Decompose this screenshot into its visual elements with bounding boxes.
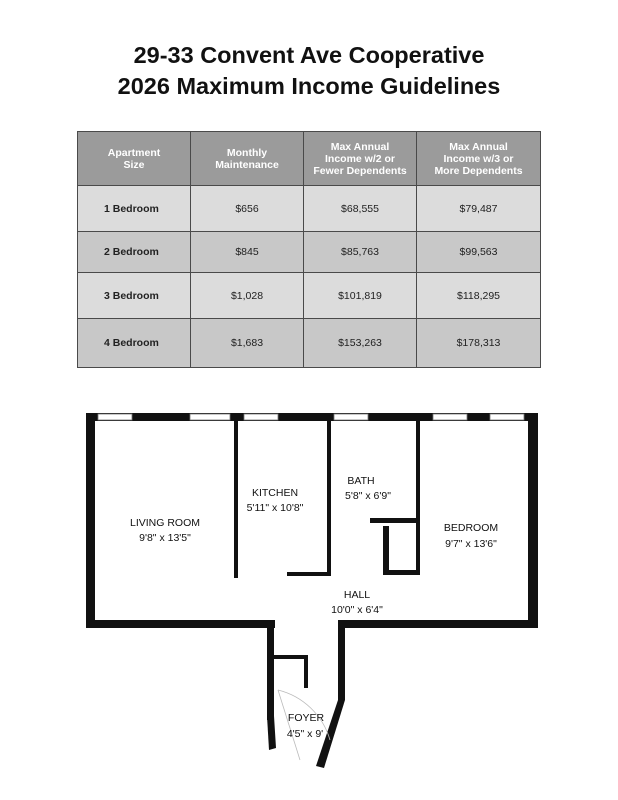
header-monthly-maintenance: Monthly Maintenance <box>191 132 304 186</box>
cell-income-fewer: $68,555 <box>304 186 417 232</box>
cell-maintenance: $1,683 <box>191 319 304 368</box>
cell-income-more: $178,313 <box>417 319 541 368</box>
income-guidelines-table <box>77 131 541 368</box>
cell-apartment-size: 2 Bedroom <box>78 232 191 273</box>
page-title <box>0 40 618 102</box>
header-income-fewer-dependents: Max Annual Income w/2 or Fewer Dependents <box>304 132 417 186</box>
cell-income-fewer: $153,263 <box>304 319 417 368</box>
table-header-row <box>78 132 541 186</box>
table-row <box>78 186 541 232</box>
table-row <box>78 232 541 273</box>
table-row <box>78 273 541 319</box>
foyer-name: FOYER <box>287 712 325 724</box>
cell-income-more: $99,563 <box>417 232 541 273</box>
cell-income-more: $79,487 <box>417 186 541 232</box>
cell-apartment-size: 1 Bedroom <box>78 186 191 232</box>
foyer-dims: 4'5" x 9' <box>286 728 324 740</box>
cell-income-fewer: $85,763 <box>304 232 417 273</box>
bedroom-dims: 9'7" x 13'6" <box>445 538 497 550</box>
living-room-name: LIVING ROOM <box>129 517 201 529</box>
header-income-more-dependents: Max Annual Income w/3 or More Dependents <box>417 132 541 186</box>
cell-income-fewer: $101,819 <box>304 273 417 319</box>
cell-apartment-size: 3 Bedroom <box>78 273 191 319</box>
header-apartment-size: Apartment Size <box>78 132 191 186</box>
cell-income-more: $118,295 <box>417 273 541 319</box>
table-row <box>78 319 541 368</box>
bath-name: BATH <box>347 475 375 487</box>
title-line-1: 29-33 Convent Ave Cooperative <box>133 42 485 68</box>
cell-maintenance: $845 <box>191 232 304 273</box>
title-line-2: 2026 Maximum Income Guidelines <box>117 73 501 99</box>
cell-apartment-size: 4 Bedroom <box>78 319 191 368</box>
cell-maintenance: $1,028 <box>191 273 304 319</box>
hall-name: HALL <box>343 589 371 601</box>
kitchen-dims: 5'11" x 10'8" <box>246 502 304 514</box>
bath-dims: 5'8" x 6'9" <box>345 490 391 502</box>
cell-maintenance: $656 <box>191 186 304 232</box>
hall-dims: 10'0" x 6'4" <box>331 604 383 616</box>
living-room-dims: 9'8" x 13'5" <box>139 532 191 544</box>
bedroom-name: BEDROOM <box>443 522 499 534</box>
floor-plan <box>85 410 540 775</box>
kitchen-name: KITCHEN <box>251 487 299 499</box>
